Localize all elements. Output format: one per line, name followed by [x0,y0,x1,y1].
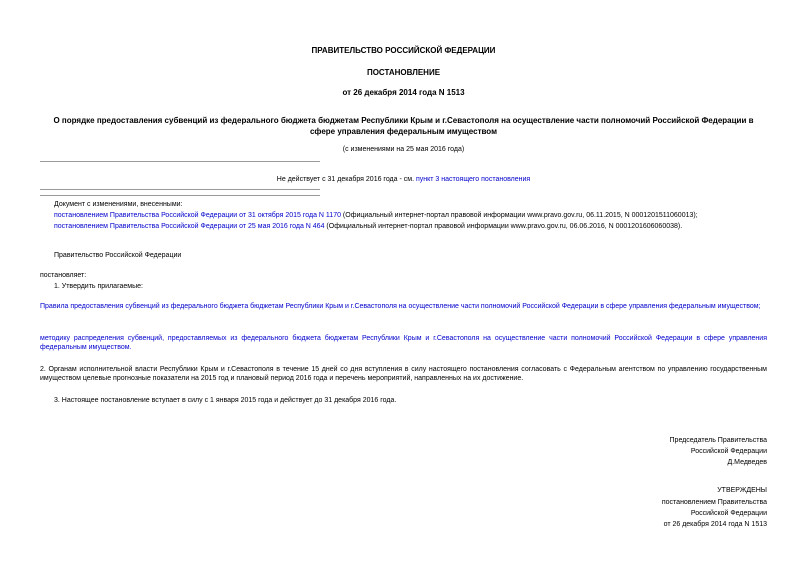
preamble: Правительство Российской Федерации [54,252,182,259]
document-type: ПОСТАНОВЛЕНИЕ [366,68,441,77]
approved-line: постановлением Правительства [661,499,767,506]
change-link[interactable]: постановлением Правительства Российской Федерации от 25 мая 2016 года N 464 [54,223,325,230]
separator-line [40,161,320,162]
separator-line [40,195,320,196]
document-date-number: от 26 декабря 2014 года N 1513 [342,88,465,97]
document-title: О порядке предоставления субвенций из федерального бюджета бюджетам Республики Крым и г.Севастополя на осуществление части полномочий Российской Федерации в сфере управления федеральным имуществом [53,116,754,136]
change-source: (Официальный интернет-портал правовой информации www.pravo.gov.ru, 06.06.2016, N 0001201606060038). [324,223,683,230]
signature-name: Д.Медведев [727,459,767,466]
paragraph-2: 2. Органам исполнительной власти Республики Крым и г.Севастополя в течение 15 дней со дня вступления в силу настоящего постановления согласовать с Федеральным агентством по управлению государственным имуществом целевые прогнозные показатели на 2015 год и плановый период 2016 года и перечень мероприятий, направленных на их достижение. [40,366,767,382]
signature-position: Председатель Правительства [669,437,767,444]
paragraph-1: 1. Утвердить прилагаемые: [54,283,143,290]
rules-link[interactable]: Правила предоставления субвенций из федерального бюджета бюджетам Республики Крым и г.Севастополя на осуществление части полномочий Российской Федерации в сфере управления федеральным имуществом; [40,303,761,310]
validity-note [0,176,807,185]
signature-country: Российской Федерации [690,448,767,455]
decides-word: постановляет: [40,272,87,279]
change-item [54,223,774,232]
validity-link[interactable]: пункт 3 настоящего постановления [415,176,531,183]
paragraph-3: 3. Настоящее постановление вступает в силу с 1 января 2015 года и действует до 31 декабря 2016 года. [54,397,397,404]
approved-heading: УТВЕРЖДЕНЫ [717,487,767,494]
edition-note: (с изменениями на 25 мая 2016 года) [342,146,465,153]
change-source: (Официальный интернет-портал правовой информации www.pravo.gov.ru, 06.11.2015, N 0001201511060013); [340,212,698,219]
changes-heading: Документ с изменениями, внесенными: [54,201,183,208]
validity-prefix: Не действует с 31 декабря 2016 года - см. [276,176,416,183]
change-link[interactable]: постановлением Правительства Российской Федерации от 31 октября 2015 года N 1170 [54,212,341,219]
approved-line: Российской Федерации [690,510,767,517]
government-heading: ПРАВИТЕЛЬСТВО РОССИЙСКОЙ ФЕДЕРАЦИИ [311,46,496,55]
approved-date: от 26 декабря 2014 года N 1513 [663,521,767,528]
separator-line [40,189,320,190]
change-item [54,212,774,221]
methodology-link[interactable]: методику распределения субвенций, предоставляемых из федерального бюджета бюджетам Республики Крым и г.Севастополя на осуществление части полномочий Российской Федерации в сфере управления федеральным имуществом. [40,335,767,351]
